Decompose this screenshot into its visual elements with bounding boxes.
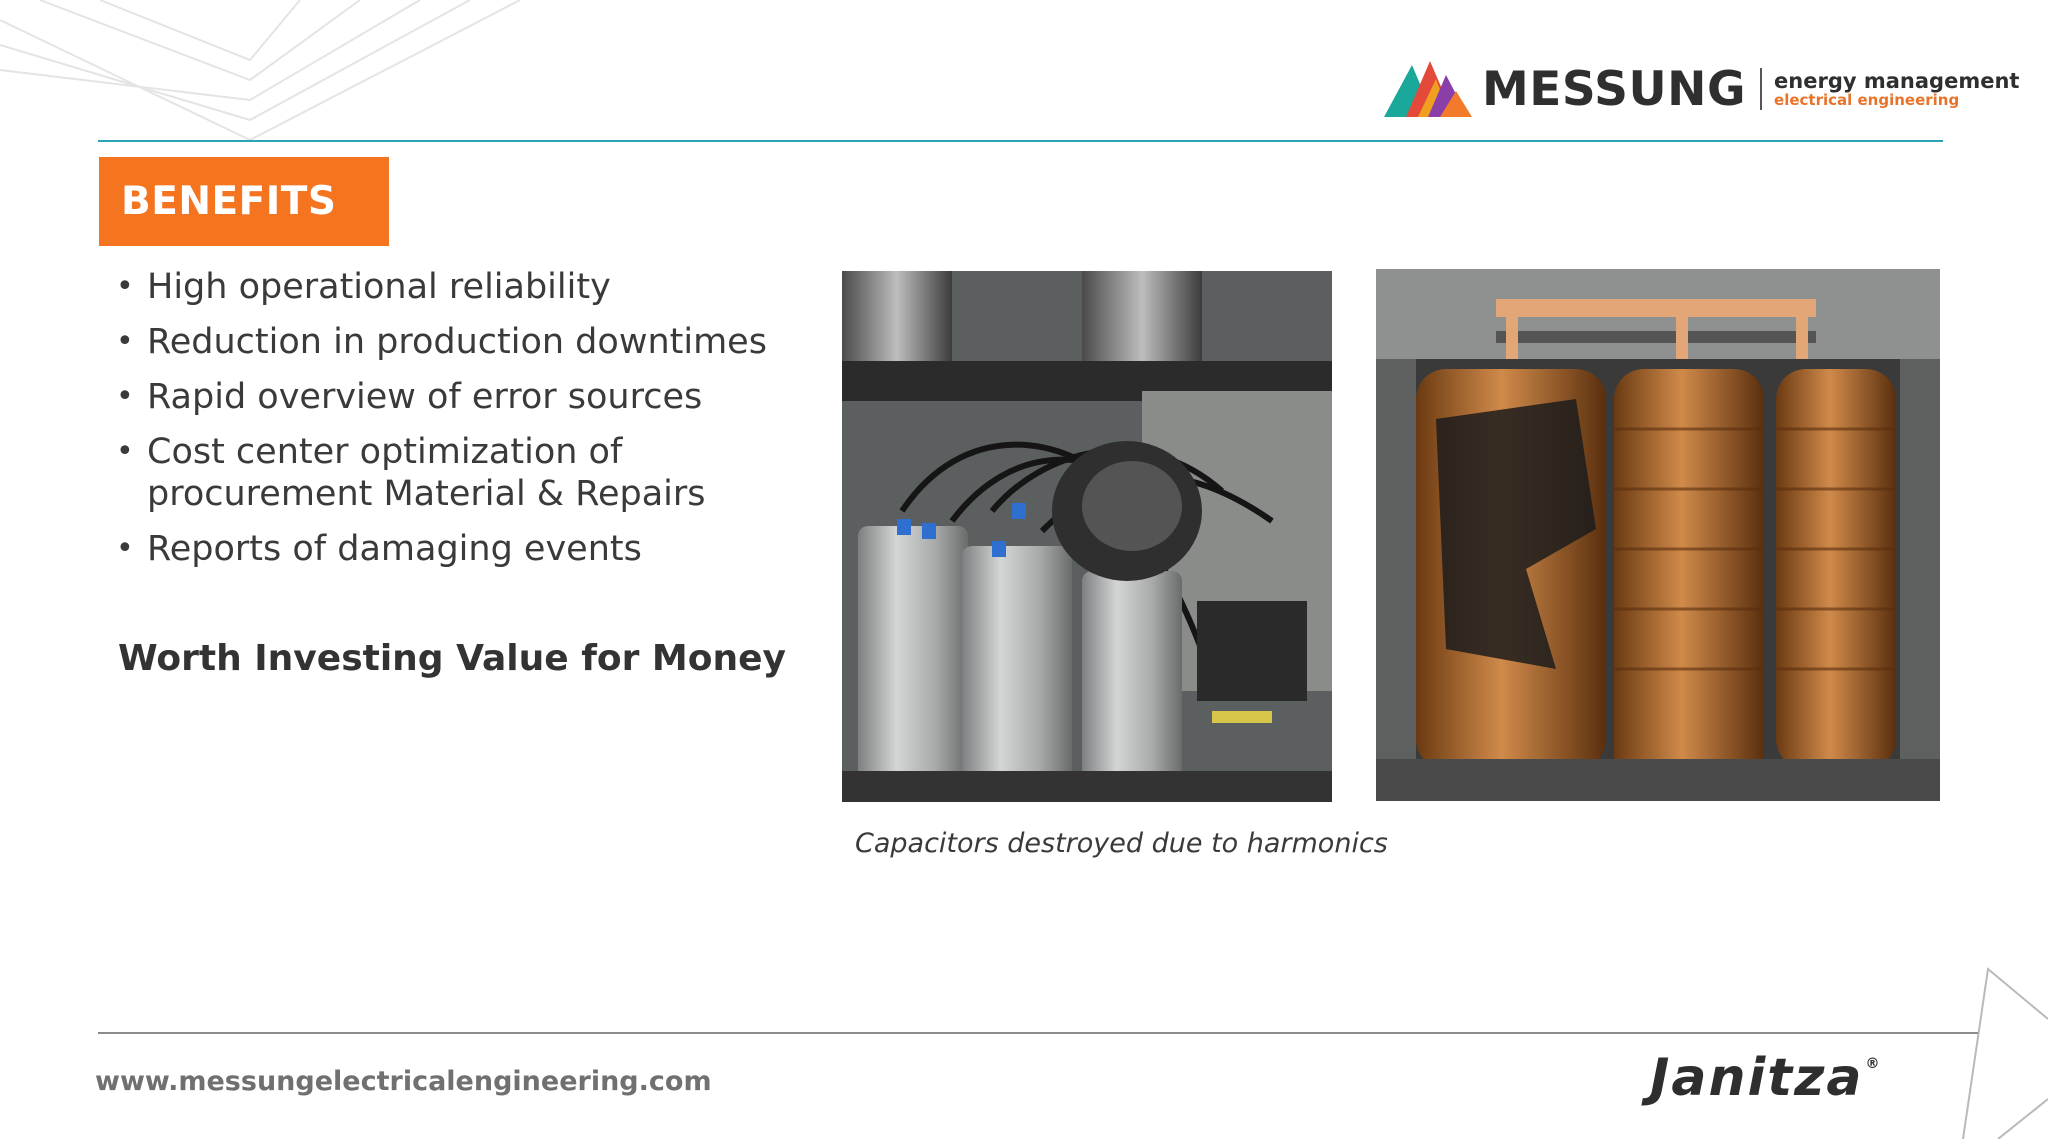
messung-logo-mark-icon — [1384, 57, 1474, 121]
janitza-logo — [1650, 1048, 1880, 1108]
list-item-text: High operational reliability — [147, 267, 611, 307]
list-item-text: Rapid overview of error sources — [147, 377, 703, 417]
registered-mark: ® — [1865, 1056, 1882, 1072]
footer-divider — [98, 1032, 1978, 1034]
footer-website-link[interactable]: www.messungelectricalengineering.com — [95, 1066, 712, 1097]
list-item — [116, 321, 816, 363]
transformer-photo — [1376, 269, 1940, 801]
logo-name: MESSUNG — [1482, 61, 1747, 117]
section-title-badge — [99, 157, 389, 246]
header-divider — [98, 140, 1943, 142]
figure-caption: Capacitors destroyed due to harmonics — [855, 828, 1388, 859]
janitza-wordmark: Janitza — [1650, 1048, 1864, 1108]
bullet: • — [116, 531, 134, 566]
list-item-text: Reduction in production downtimes — [147, 322, 767, 362]
list-item-text: Reports of damaging events — [147, 529, 642, 569]
logo-tagline — [1774, 68, 2020, 109]
list-item — [116, 431, 816, 515]
bullet: • — [116, 379, 134, 414]
section-title: BENEFITS — [121, 179, 337, 224]
value-tagline: Worth Investing Value for Money — [118, 638, 786, 679]
list-item — [116, 528, 816, 570]
decorative-lines-top-left — [0, 0, 560, 150]
list-item — [116, 376, 816, 418]
logo-tagline-line2: electrical engineering — [1774, 90, 1960, 109]
bullet: • — [116, 269, 134, 304]
logo-tagline-line1: energy management — [1774, 68, 2020, 93]
list-item — [116, 266, 816, 308]
messung-logo — [1384, 54, 2019, 124]
capacitors-photo — [842, 271, 1332, 802]
bullet: • — [116, 324, 134, 359]
decorative-triangle-bottom-right — [1958, 939, 2048, 1139]
logo-separator — [1760, 68, 1762, 110]
list-item-text: Cost center optimization of procurement Material & Repairs — [147, 432, 706, 514]
bullet: • — [116, 434, 134, 469]
benefits-list — [116, 266, 816, 583]
